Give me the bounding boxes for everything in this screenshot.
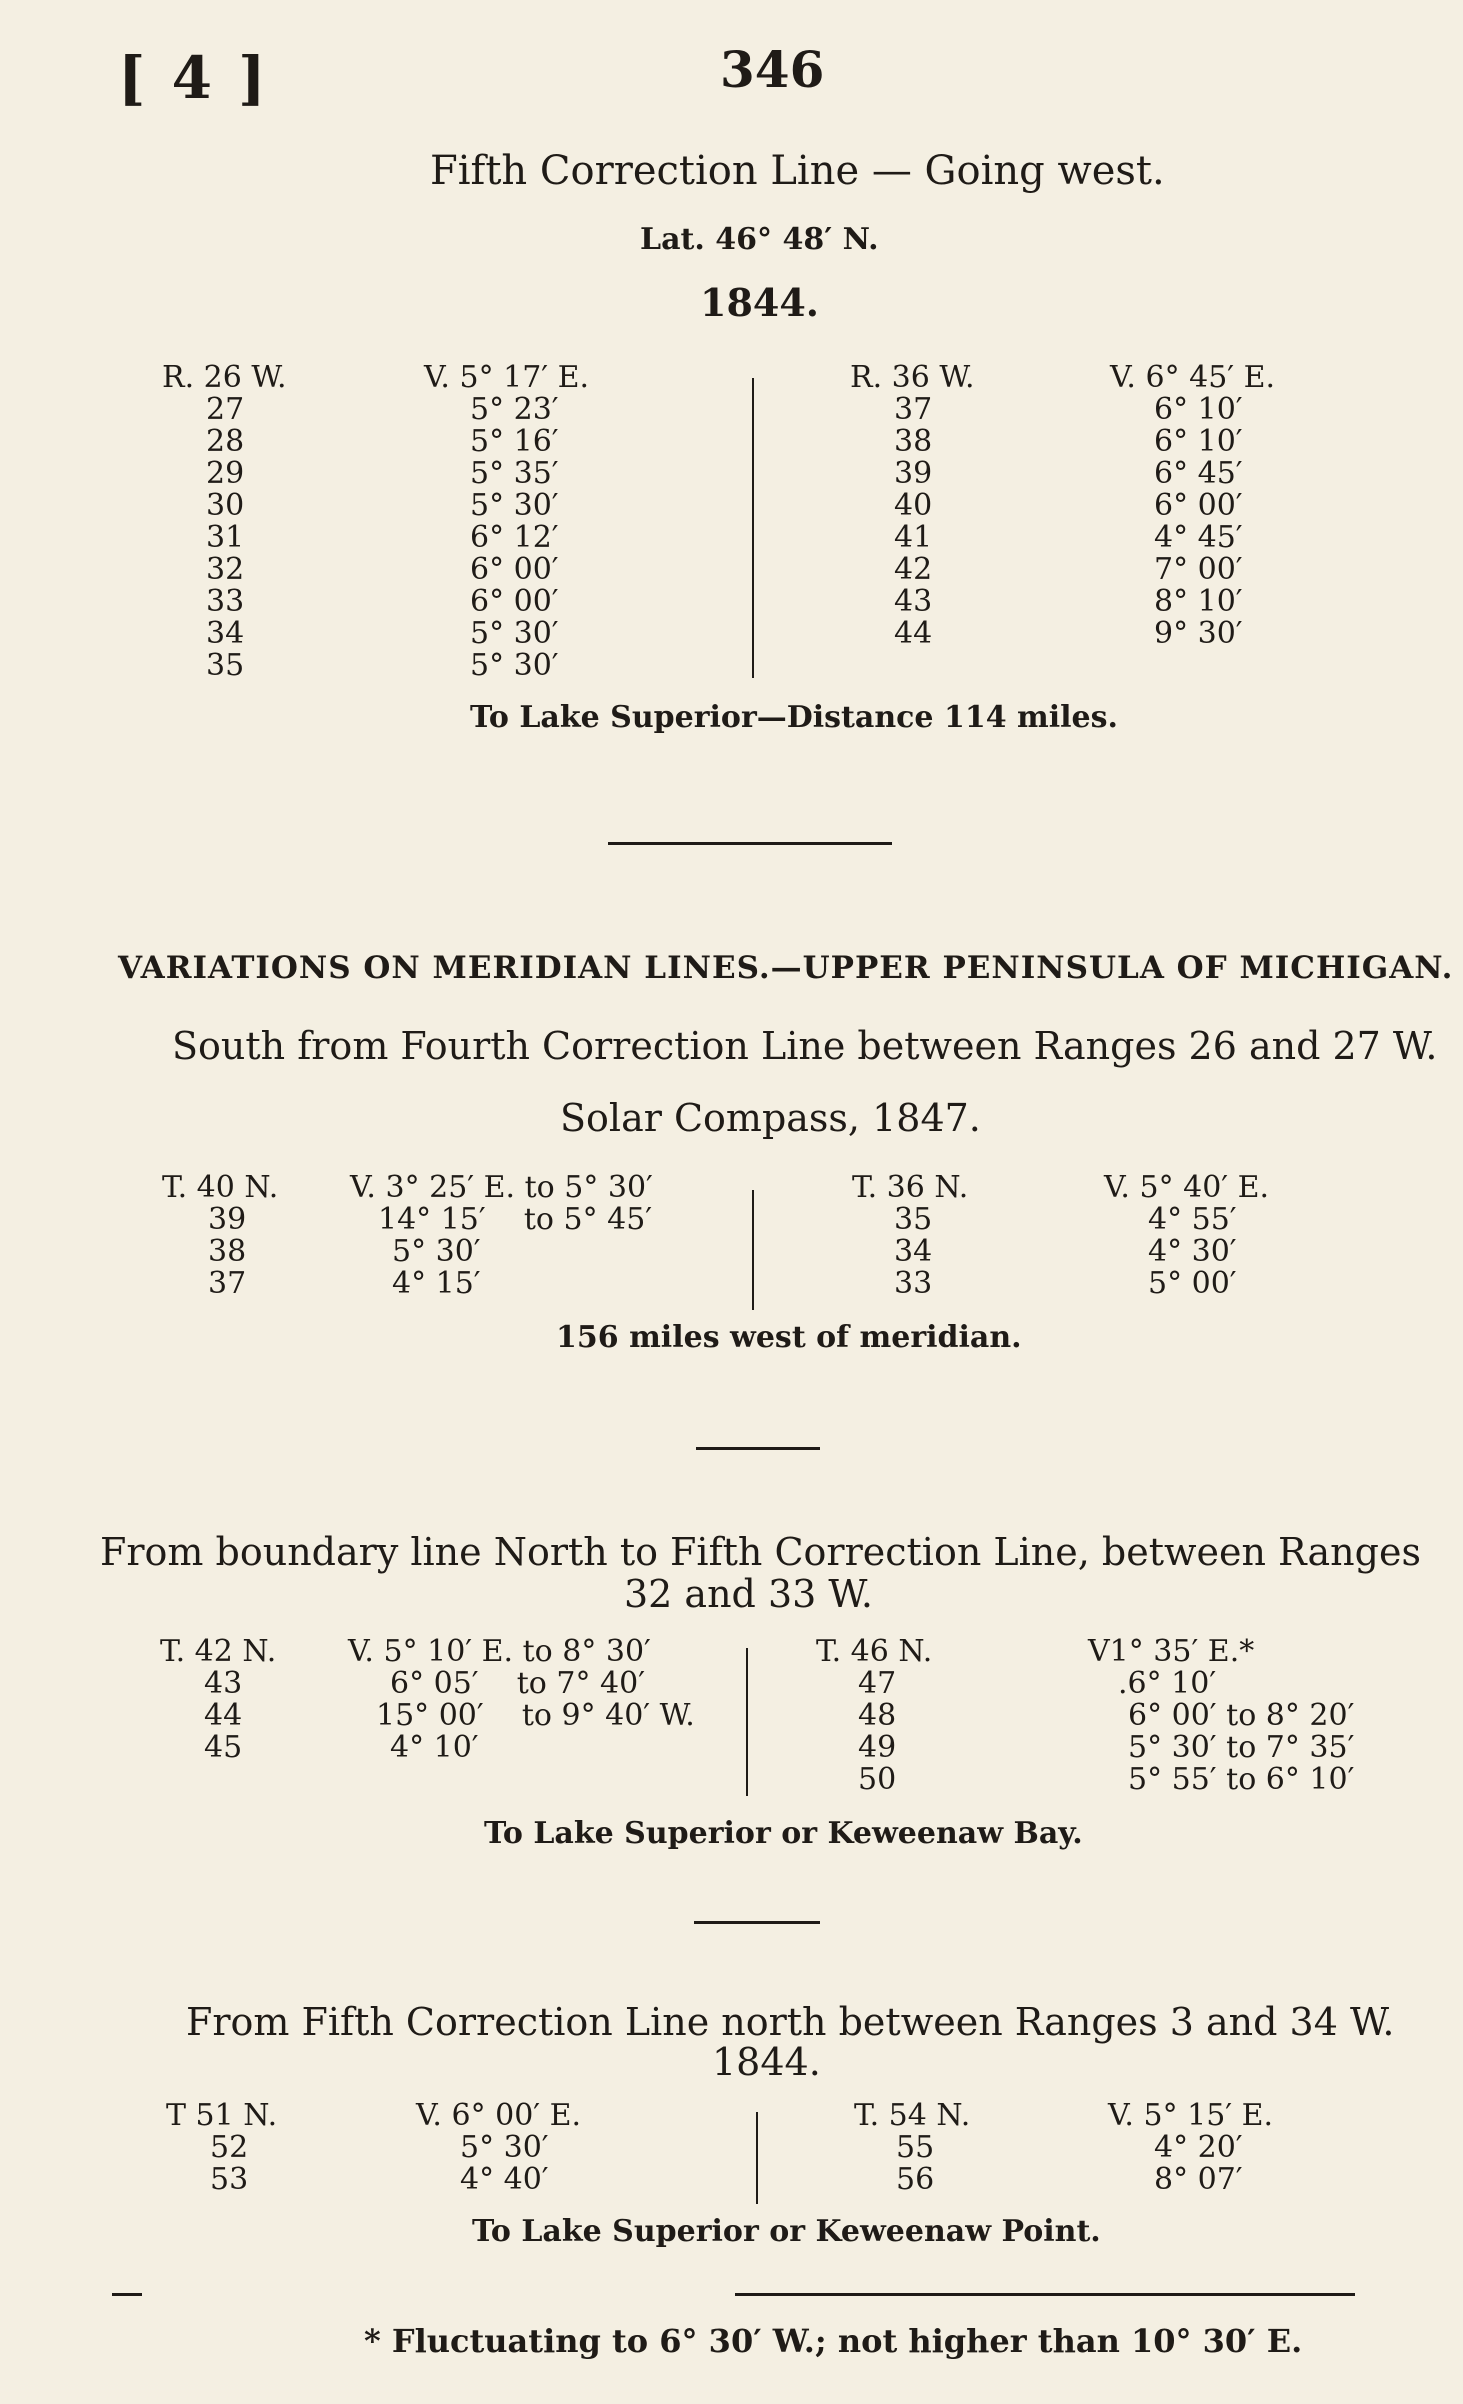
variation-cell: V. 5° 17′ E. xyxy=(424,360,590,395)
variation-cell: 4° 10′ xyxy=(390,1730,479,1765)
range-cell: 42 xyxy=(894,552,933,587)
range-cell: 35 xyxy=(206,648,245,683)
section2-right-variations xyxy=(1104,1172,1269,1300)
town-cell: 55 xyxy=(896,2130,935,2165)
page-number: 346 xyxy=(720,40,825,99)
column-divider xyxy=(752,378,754,678)
town-cell: 43 xyxy=(204,1666,243,1701)
section2-heading: VARIATIONS ON MERIDIAN LINES.—UPPER PENINSULA OF MICHIGAN. xyxy=(118,950,1454,986)
column-divider xyxy=(746,1648,748,1796)
section4-left-variations xyxy=(416,2100,581,2196)
section2-left-variations xyxy=(350,1172,653,1300)
variation-cell: 4° 55′ xyxy=(1148,1202,1237,1237)
section3-right-towns xyxy=(816,1636,932,1796)
section-separator xyxy=(694,1921,820,1924)
variation-cell: V. 5° 40′ E. xyxy=(1104,1170,1270,1205)
range-cell: 39 xyxy=(894,456,933,491)
range-cell: 28 xyxy=(206,424,245,459)
footnote: * Fluctuating to 6° 30′ W.; not higher than 10° 30′ E. xyxy=(364,2322,1303,2360)
column-divider xyxy=(756,2112,758,2204)
variation-cell: 15° 00′ to 9° 40′ W. xyxy=(376,1698,695,1733)
town-cell: 34 xyxy=(894,1234,933,1269)
variation-cell: V. 6° 00′ E. xyxy=(416,2098,582,2133)
variation-cell: 5° 30′ xyxy=(470,648,559,683)
town-cell: T. 40 N. xyxy=(162,1170,279,1205)
range-cell: R. 36 W. xyxy=(850,360,975,395)
variation-cell: 8° 07′ xyxy=(1154,2162,1243,2197)
section1-left-ranges xyxy=(162,362,287,682)
section2-left-towns xyxy=(162,1172,278,1300)
section-separator xyxy=(696,1447,820,1450)
range-cell: 31 xyxy=(206,520,245,555)
variation-cell: 4° 45′ xyxy=(1154,520,1243,555)
town-cell: 47 xyxy=(858,1666,897,1701)
variation-cell: V. 5° 10′ E. to 8° 30′ xyxy=(348,1634,651,1669)
section3-left-towns xyxy=(160,1636,276,1764)
footnote-rule-long xyxy=(735,2293,1355,2296)
variation-cell: 5° 30′ xyxy=(470,488,559,523)
variation-cell: 6° 00′ to 8° 20′ xyxy=(1128,1698,1355,1733)
variation-cell: .6° 10′ xyxy=(1118,1666,1217,1701)
variation-cell: 5° 16′ xyxy=(470,424,559,459)
section2-right-towns xyxy=(852,1172,968,1300)
section3-heading-line1: From boundary line North to Fifth Correction Line, between Ranges xyxy=(100,1530,1421,1574)
section1-year: 1844. xyxy=(700,280,819,325)
town-cell: T 51 N. xyxy=(166,2098,278,2133)
section4-caption: To Lake Superior or Keweenaw Point. xyxy=(472,2214,1101,2249)
section1-lat: Lat. 46° 48′ N. xyxy=(640,222,879,257)
town-cell: 45 xyxy=(204,1730,243,1765)
section2-subheading: South from Fourth Correction Line between Ranges 26 and 27 W. xyxy=(172,1024,1438,1068)
variation-cell: V. 3° 25′ E. to 5° 30′ xyxy=(350,1170,653,1205)
range-cell: 30 xyxy=(206,488,245,523)
variation-cell: 5° 30′ xyxy=(392,1234,481,1269)
section-separator xyxy=(608,842,892,845)
town-cell: 44 xyxy=(204,1698,243,1733)
town-cell: 35 xyxy=(894,1202,933,1237)
variation-cell: 6° 00′ xyxy=(1154,488,1243,523)
variation-cell: 6° 12′ xyxy=(470,520,559,555)
range-cell: 38 xyxy=(894,424,933,459)
section3-right-variations xyxy=(1088,1636,1354,1796)
variation-cell: V. 6° 45′ E. xyxy=(1110,360,1276,395)
variation-cell: 5° 55′ to 6° 10′ xyxy=(1128,1762,1355,1797)
section4-year: 1844. xyxy=(712,2040,821,2084)
town-cell: T. 42 N. xyxy=(160,1634,277,1669)
section1-caption: To Lake Superior—Distance 114 miles. xyxy=(470,700,1118,735)
range-cell: 37 xyxy=(894,392,933,427)
section1-right-variations xyxy=(1110,362,1275,650)
town-cell: 37 xyxy=(208,1266,247,1301)
variation-cell: 6° 10′ xyxy=(1154,392,1243,427)
section3-left-variations xyxy=(348,1636,695,1764)
town-cell: 49 xyxy=(858,1730,897,1765)
footnote-rule-short xyxy=(112,2293,142,2296)
range-cell: 40 xyxy=(894,488,933,523)
section4-heading: From Fifth Correction Line north between Ranges 3 and 34 W. xyxy=(186,2000,1395,2044)
variation-cell: 5° 23′ xyxy=(470,392,559,427)
town-cell: T. 36 N. xyxy=(852,1170,969,1205)
variation-cell: 4° 40′ xyxy=(460,2162,549,2197)
range-cell: 32 xyxy=(206,552,245,587)
variation-cell: 9° 30′ xyxy=(1154,616,1243,651)
variation-cell: V1° 35′ E.* xyxy=(1088,1634,1255,1669)
town-cell: 50 xyxy=(858,1762,897,1797)
section4-left-towns xyxy=(166,2100,277,2196)
section4-right-towns xyxy=(854,2100,970,2196)
range-cell: 43 xyxy=(894,584,933,619)
town-cell: 48 xyxy=(858,1698,897,1733)
variation-cell: 4° 15′ xyxy=(392,1266,481,1301)
range-cell: 33 xyxy=(206,584,245,619)
variation-cell: 6° 00′ xyxy=(470,584,559,619)
variation-cell: 5° 35′ xyxy=(470,456,559,491)
variation-cell: 6° 00′ xyxy=(470,552,559,587)
column-divider xyxy=(752,1190,754,1310)
section1-left-variations xyxy=(424,362,589,682)
range-cell: 41 xyxy=(894,520,933,555)
town-cell: 52 xyxy=(210,2130,249,2165)
range-cell: 44 xyxy=(894,616,933,651)
town-cell: 33 xyxy=(894,1266,933,1301)
variation-cell: 5° 30′ xyxy=(470,616,559,651)
section3-caption: To Lake Superior or Keweenaw Bay. xyxy=(484,1816,1083,1851)
variation-cell: 4° 20′ xyxy=(1154,2130,1243,2165)
town-cell: 38 xyxy=(208,1234,247,1269)
town-cell: 56 xyxy=(896,2162,935,2197)
town-cell: 53 xyxy=(210,2162,249,2197)
variation-cell: 6° 45′ xyxy=(1154,456,1243,491)
section2-caption: 156 miles west of meridian. xyxy=(556,1320,1022,1355)
range-cell: 34 xyxy=(206,616,245,651)
section2-instrument: Solar Compass, 1847. xyxy=(560,1096,981,1140)
variation-cell: 5° 30′ to 7° 35′ xyxy=(1128,1730,1355,1765)
section4-right-variations xyxy=(1108,2100,1273,2196)
range-cell: 29 xyxy=(206,456,245,491)
range-cell: 27 xyxy=(206,392,245,427)
variation-cell: 6° 10′ xyxy=(1154,424,1243,459)
variation-cell: 5° 00′ xyxy=(1148,1266,1237,1301)
variation-cell: 5° 30′ xyxy=(460,2130,549,2165)
town-cell: T. 46 N. xyxy=(816,1634,933,1669)
variation-cell: 4° 30′ xyxy=(1148,1234,1237,1269)
variation-cell: 8° 10′ xyxy=(1154,584,1243,619)
variation-cell: 6° 05′ to 7° 40′ xyxy=(390,1666,646,1701)
variation-cell: 14° 15′ to 5° 45′ xyxy=(378,1202,653,1237)
variation-cell: V. 5° 15′ E. xyxy=(1108,2098,1274,2133)
section1-right-ranges xyxy=(850,362,975,650)
town-cell: 39 xyxy=(208,1202,247,1237)
page-bracket-mark: [ 4 ] xyxy=(118,44,269,112)
section1-title: Fifth Correction Line — Going west. xyxy=(430,148,1165,194)
town-cell: T. 54 N. xyxy=(854,2098,971,2133)
variation-cell: 7° 00′ xyxy=(1154,552,1243,587)
section3-heading-line2: 32 and 33 W. xyxy=(624,1572,873,1616)
range-cell: R. 26 W. xyxy=(162,360,287,395)
